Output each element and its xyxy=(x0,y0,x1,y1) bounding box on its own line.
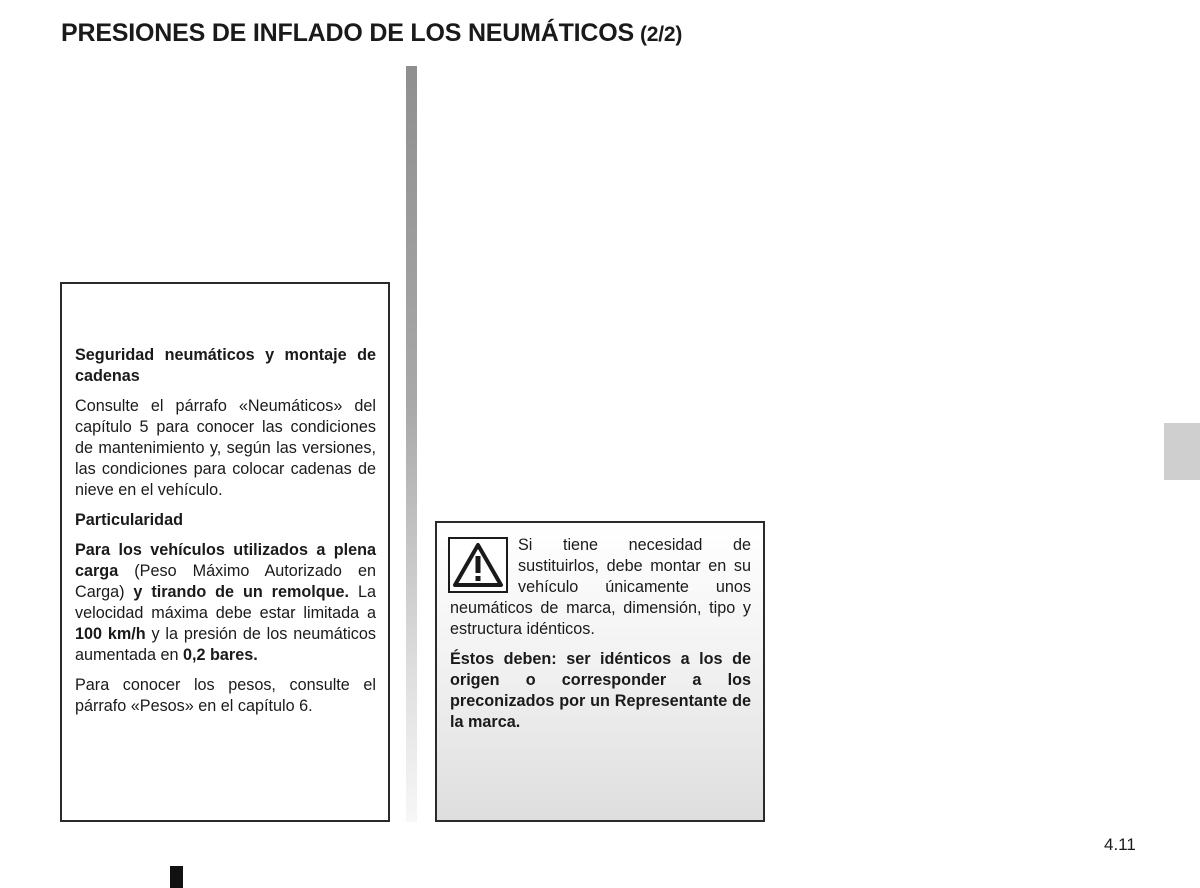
column-divider xyxy=(406,66,417,822)
page-number: 4.11 xyxy=(1104,835,1136,854)
tire-safety-box xyxy=(60,282,390,822)
warning-paragraph: Si tiene necesidad de sustituirlos, debe montar en su vehículo únicamente unos neumáticos de marca, dimensión, tipo y estructura idénticos. xyxy=(450,536,751,638)
tire-safety-heading: Seguridad neumáticos y montaje de cadenas xyxy=(75,346,376,385)
particularity-heading: Particularidad xyxy=(75,511,183,529)
warning-emphasis-paragraph: Éstos deben: ser idénticos a los de origen o corresponder a los preconizados por un Representante de la marca. xyxy=(450,650,751,731)
tire-safety-paragraph: Consulte el párrafo «Neumáticos» del capítulo 5 para conocer las condiciones de mantenimiento y, según las versiones, las condiciones para colocar cadenas de nieve en el vehículo. xyxy=(75,397,376,499)
weights-paragraph: Para conocer los pesos, consulte el párrafo «Pesos» en el capítulo 6. xyxy=(75,676,376,715)
page-title-text: PRESIONES DE INFLADO DE LOS NEUMÁTICOS xyxy=(61,19,635,47)
bottom-edge-mark xyxy=(170,866,183,888)
page-title-suffix: (2/2) xyxy=(640,23,683,46)
chapter-side-tab xyxy=(1164,423,1200,480)
warning-triangle-icon xyxy=(448,537,508,593)
warning-box xyxy=(435,521,765,822)
page-title xyxy=(61,19,682,48)
particularity-paragraph: Para los vehículos utilizados a plena carga (Peso Máximo Autorizado en Carga) y tirando de un remolque. La velocidad máxima debe estar limitada a 100 km/h y la presión de los neumáticos aumentada en 0,2 bares. xyxy=(75,541,376,664)
